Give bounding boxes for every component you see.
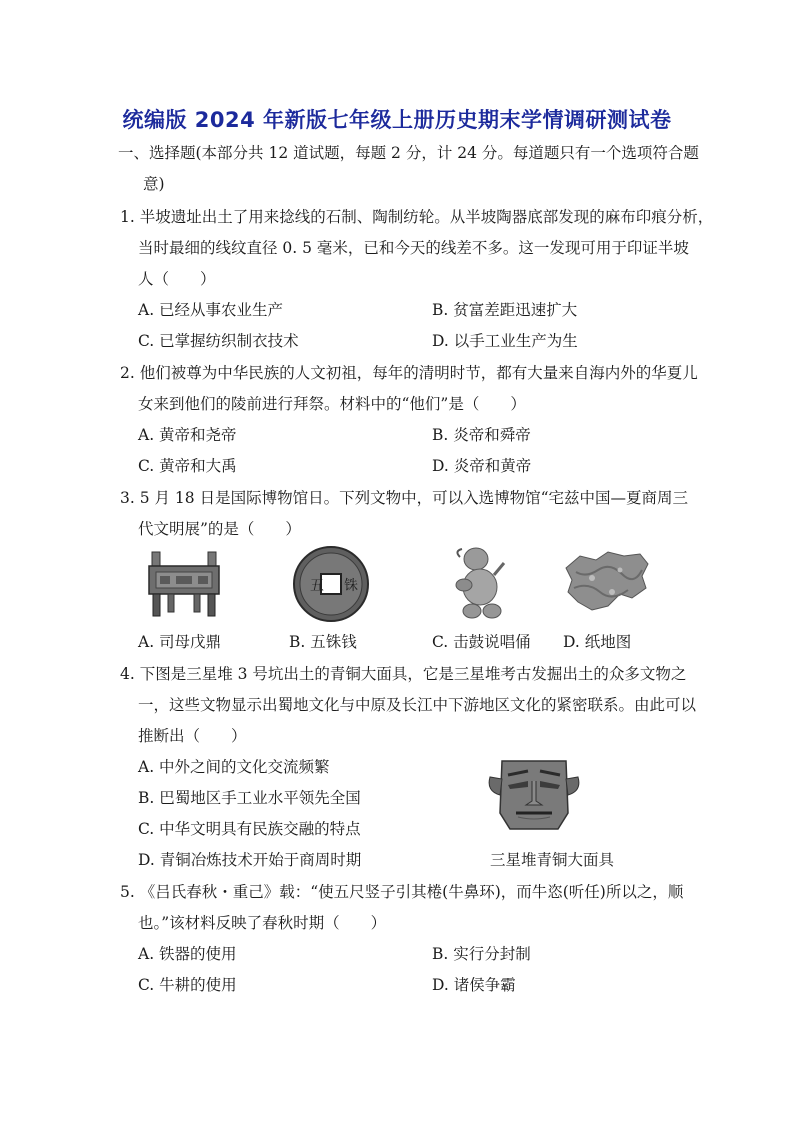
q3-option-a[interactable]: A. 司母戊鼎 <box>138 633 222 651</box>
q4-stem-line-1: 4. 下图是三星堆 3 号坑出土的青铜大面具，它是三星堆考古发掘出土的众多文物之 <box>120 665 687 683</box>
q4-option-a[interactable]: A. 中外之间的文化交流频繁 <box>138 758 330 776</box>
q5-option-b[interactable]: B. 实行分封制 <box>432 945 531 963</box>
q3-option-d[interactable]: D. 纸地图 <box>563 633 632 651</box>
section-heading-line-1: 一、选择题(本部分共 12 道试题，每题 2 分，计 24 分。每道题只有一个选项符合题 <box>118 144 699 162</box>
q4-option-c[interactable]: C. 中华文明具有民族交融的特点 <box>138 820 361 838</box>
q2-option-b[interactable]: B. 炎帝和舜帝 <box>432 426 531 444</box>
q2-option-c[interactable]: C. 黄帝和大禹 <box>138 457 237 475</box>
coin-char-zhu: 铢 <box>344 578 358 594</box>
q1-option-a[interactable]: A. 已经从事农业生产 <box>138 301 284 319</box>
q4-option-d[interactable]: D. 青铜冶炼技术开始于商周时期 <box>138 851 362 869</box>
q3-stem-line-2: 代文明展”的是（ ） <box>138 520 301 538</box>
q1-stem-line-2: 当时最细的线纹直径 0. 5 毫米，已和今天的线差不多。这一发现可用于印证半坡 <box>138 239 689 257</box>
q1-option-d[interactable]: D. 以手工业生产为生 <box>432 332 578 350</box>
q5-stem-line-1: 5. 《吕氏春秋・重己》载：“使五尺竖子引其棬(牛鼻环)，而牛恣(听任)所以之，顺 <box>120 883 684 901</box>
q5-option-c[interactable]: C. 牛耕的使用 <box>138 976 237 994</box>
q5-option-a[interactable]: A. 铁器的使用 <box>138 945 237 963</box>
q3-option-c[interactable]: C. 击鼓说唱俑 <box>432 633 531 651</box>
section-heading-line-2: 意) <box>143 175 165 193</box>
q1-option-b[interactable]: B. 贫富差距迅速扩大 <box>432 301 578 319</box>
simuwu-ding-image <box>146 550 222 618</box>
q5-option-d[interactable]: D. 诸侯争霸 <box>432 976 516 994</box>
q2-stem-line-2: 女来到他们的陵前进行拜祭。材料中的“他们”是（ ） <box>138 395 526 413</box>
q4-option-b[interactable]: B. 巴蜀地区手工业水平领先全国 <box>138 789 361 807</box>
coin-char-wu: 五 <box>310 578 324 594</box>
q2-option-d[interactable]: D. 炎帝和黄帝 <box>432 457 532 475</box>
q1-stem-line-1: 1. 半坡遗址出土了用来捻线的石制、陶制纺轮。从半坡陶器底部发现的麻布印痕分析， <box>120 208 714 226</box>
q3-stem-line-1: 3. 5 月 18 日是国际博物馆日。下列文物中，可以入选博物馆“宅兹中国—夏商周三 <box>120 489 689 507</box>
page-title: 统编版 2024 年新版七年级上册历史期末学情调研测试卷 <box>122 108 672 132</box>
storyteller-figurine-image <box>450 545 510 621</box>
q4-stem-line-3: 推断出（ ） <box>138 727 247 745</box>
q2-option-a[interactable]: A. 黄帝和尧帝 <box>138 426 237 444</box>
q1-option-c[interactable]: C. 已掌握纺织制衣技术 <box>138 332 299 350</box>
mask-caption: 三星堆青铜大面具 <box>490 851 615 869</box>
q3-option-b[interactable]: B. 五铢钱 <box>289 633 357 651</box>
paper-map-image <box>562 548 650 614</box>
q4-stem-line-2: 一，这些文物显示出蜀地文化与中原及长江中下游地区文化的紧密联系。由此可以 <box>138 696 697 714</box>
q2-stem-line-1: 2. 他们被尊为中华民族的人文初祖，每年的清明时节，都有大量来自海内外的华夏儿 <box>120 364 698 382</box>
wuzhu-coin-image <box>292 545 370 623</box>
q1-stem-line-3: 人（ ） <box>138 270 216 288</box>
sanxingdui-mask-image <box>488 755 580 835</box>
q5-stem-line-2: 也。”该材料反映了春秋时期（ ） <box>138 914 387 932</box>
